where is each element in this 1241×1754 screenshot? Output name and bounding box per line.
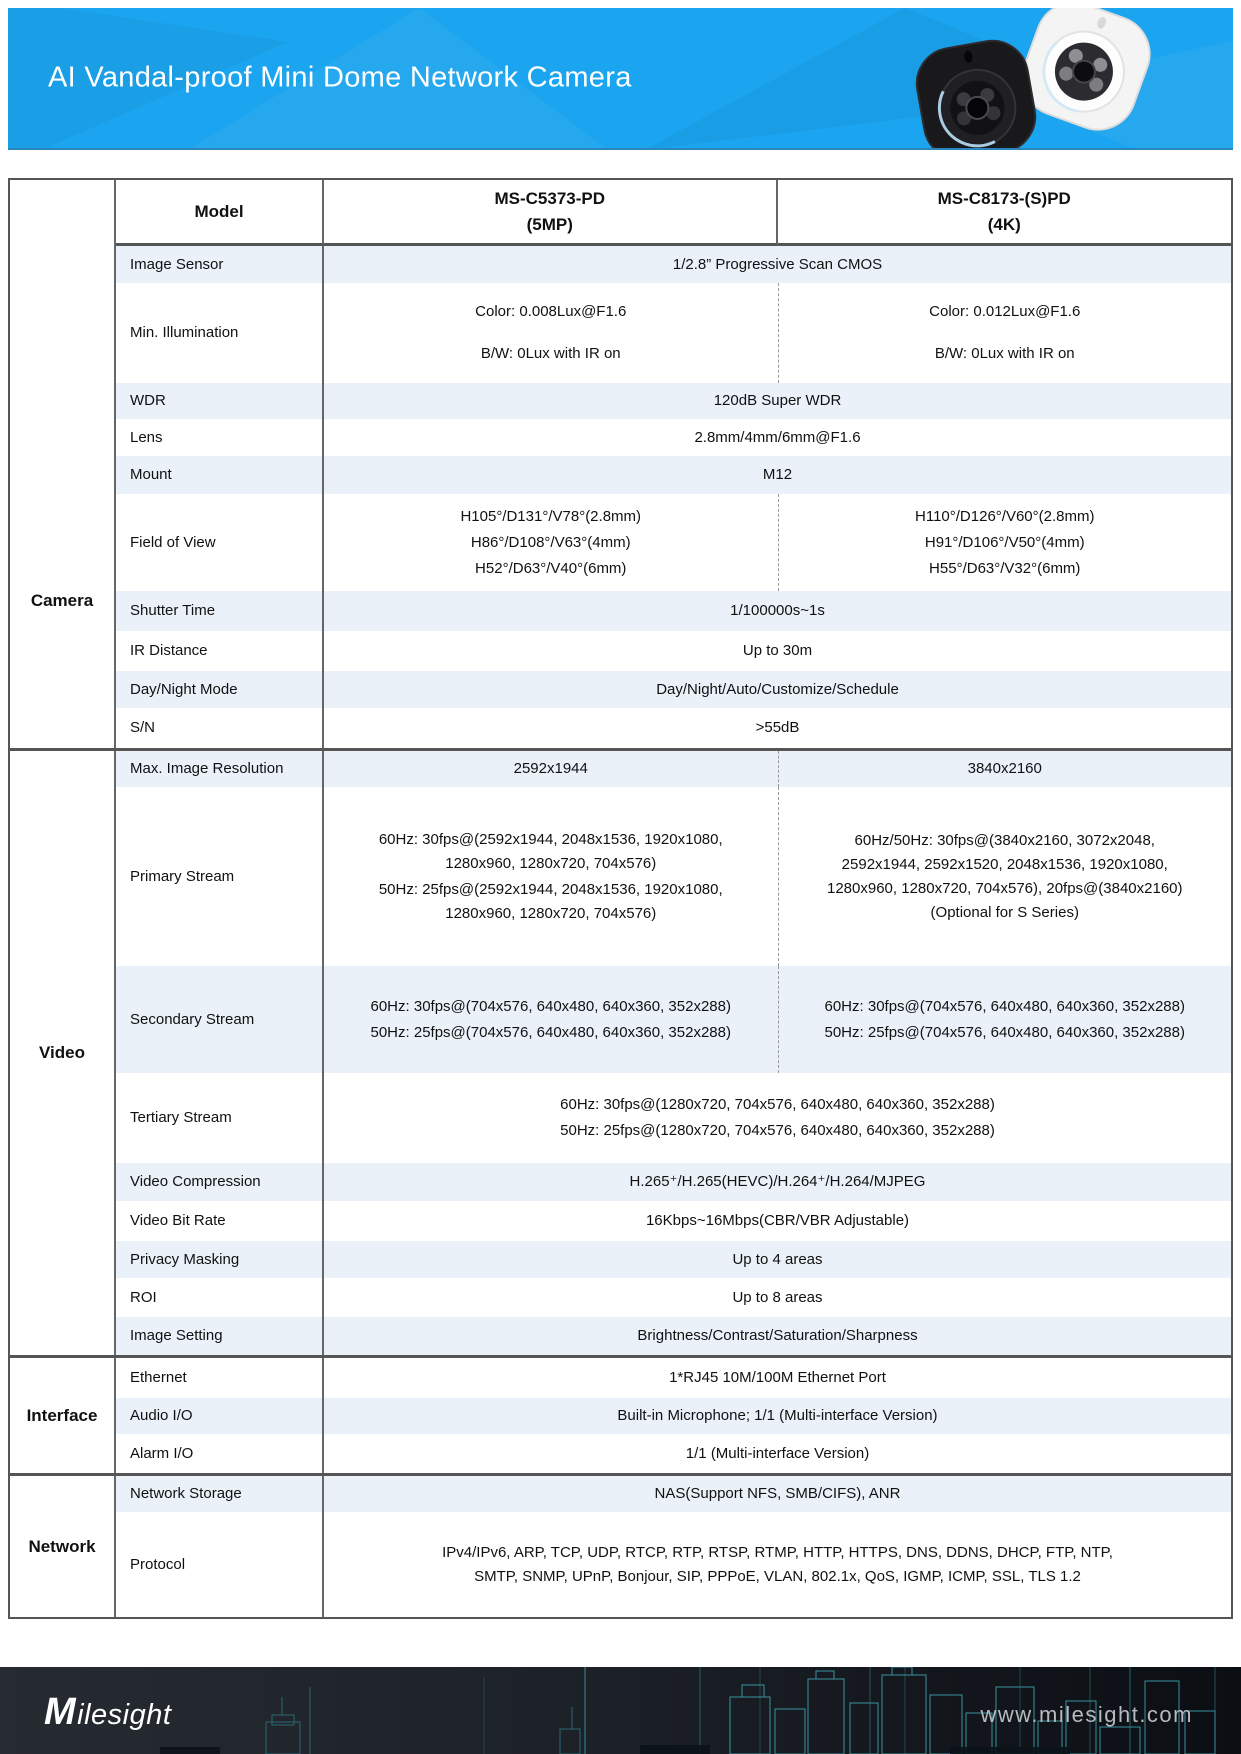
spec-value-area [324,1358,1231,1398]
spec-row [116,283,1231,383]
spec-attribute-label: Mount [116,456,324,494]
spec-value-area [324,1512,1231,1617]
footer-website: www.milesight.com [980,1701,1193,1727]
spec-row [116,1241,1231,1278]
spec-value-line: 1/100000s~1s [730,602,825,619]
spec-value-line: H105°/D131°/V78°(2.8mm) [460,507,642,525]
spec-value-cell [324,1241,1231,1278]
spec-row [116,708,1231,748]
spec-value-cell [324,1073,1231,1163]
spec-value-cell [324,787,778,966]
spec-value-cell [324,631,1231,671]
model-variant: (5MP) [526,214,573,234]
spec-value-area [324,1398,1231,1434]
spec-value-area [324,283,1231,383]
spec-value-line: M12 [762,466,793,483]
spec-attribute-label: Privacy Masking [116,1241,324,1278]
spec-value-line: Up to 30m [742,642,813,659]
spec-value-cell [324,494,778,591]
spec-value-line: 60Hz: 30fps@(2592x1944, 2048x1536, 1920x1080, 1280x960, 1280x720, 704x576) [378,830,723,872]
spec-value-area [324,671,1231,708]
spec-value-cell [324,419,1231,456]
model-column-header: Model [116,180,324,246]
section-network [10,1473,1231,1617]
spec-row [116,1358,1231,1398]
spec-value-area [324,1434,1231,1473]
section-label-video: Video [10,751,116,1355]
spec-value-cell [324,1512,1231,1617]
spec-value-line: 1*RJ45 10M/100M Ethernet Port [669,1369,886,1386]
spec-attribute-label: IR Distance [116,631,324,671]
spec-attribute-label: Day/Night Mode [116,671,324,708]
spec-value-line: 50Hz: 25fps@(704x576, 640x480, 640x360, 352x288) [370,1023,731,1041]
spec-value-line: 60Hz: 30fps@(704x576, 640x480, 640x360, 352x288) [370,997,731,1015]
spec-value-line: 2.8mm/4mm/6mm@F1.6 [694,428,861,446]
spec-value-cell [324,383,1231,419]
spec-row [116,1398,1231,1434]
spec-value-cell [324,1434,1231,1473]
spec-value-area [324,751,1231,787]
spec-attribute-label: Image Setting [116,1317,324,1355]
spec-value-line: 1/2.8” Progressive Scan CMOS [672,255,883,273]
spec-value-line: 50Hz: 25fps@(704x576, 640x480, 640x360, 352x288) [824,1023,1185,1041]
spec-value-line: >55dB [755,719,800,736]
spec-value-line: 50Hz: 25fps@(1280x720, 704x576, 640x480, 640x360, 352x288) [560,1122,995,1139]
spec-row [116,1317,1231,1355]
spec-value-area [324,1278,1231,1317]
section-rows [116,246,1231,748]
spec-value-line: 1/1 (Multi-interface Version) [685,1444,870,1462]
milesight-logo-text: ilesight [77,1698,172,1731]
spec-value-area [324,456,1231,494]
spec-value-cell [778,283,1232,383]
spec-value-line: 16Kbps~16Mbps(CBR/VBR Adjustable) [645,1212,910,1229]
spec-row [116,1476,1231,1512]
spec-attribute-label: Lens [116,419,324,456]
spec-value-area [324,966,1231,1073]
spec-value-area [324,1476,1231,1512]
spec-table [8,178,1233,1619]
spec-value-line: Built-in Microphone; 1/1 (Multi-interface Version) [617,1407,938,1424]
spec-value-line: IPv4/IPv6, ARP, TCP, UDP, RTCP, RTP, RTSP, RTMP, HTTP, HTTPS, DNS, DDNS, DHCP, FTP, NTP, SMTP, SNMP, UPnP, Bonjour, SIP, PPPoE, VLAN, 802.1x, QoS, IGMP, ICMP, SSL, TLS 1.2 [442,1543,1113,1585]
spec-attribute-label: Video Compression [116,1163,324,1201]
spec-value-area [324,787,1231,966]
spec-attribute-label: Shutter Time [116,591,324,631]
spec-value-cell [778,494,1232,591]
spec-value-cell [778,787,1232,966]
spec-value-line: Day/Night/Auto/Customize/Schedule [656,680,899,698]
spec-row [116,246,1231,283]
spec-value-cell [324,751,778,787]
section-label-camera: Camera [10,246,116,748]
spec-value-line: 50Hz: 25fps@(2592x1944, 2048x1536, 1920x1080, 1280x960, 1280x720, 704x576) [378,880,723,922]
spec-row [116,751,1231,787]
spec-value-cell [324,591,1231,631]
spec-value-area [324,591,1231,631]
spec-value-line: NAS(Support NFS, SMB/CIFS), ANR [654,1485,901,1502]
spec-attribute-label: Max. Image Resolution [116,751,324,787]
spec-value-line: 60Hz/50Hz: 30fps@(3840x2160, 3072x2048, 2592x1944, 2592x1520, 2048x1536, 1920x1080, 1280x960, 1280x720, 704x576), 20fps@(3840x2160)(Optional for S Series) [827,831,1183,921]
section-rows [116,751,1231,1355]
page-title: AI Vandal-proof Mini Dome Network Camera [48,61,632,94]
model-variant: (4K) [987,214,1021,234]
spec-value-cell [324,1317,1231,1355]
spec-value-line: H86°/D108°/V63°(4mm) [470,533,631,551]
spec-row [116,1073,1231,1163]
table-corner-cell [10,180,116,246]
spec-value-line: H91°/D106°/V50°(4mm) [924,533,1085,551]
spec-attribute-label: Network Storage [116,1476,324,1512]
spec-value-line: 3840x2160 [967,760,1042,777]
section-interface [10,1355,1231,1473]
spec-attribute-label: Alarm I/O [116,1434,324,1473]
spec-value-area [324,1201,1231,1241]
spec-row [116,1201,1231,1241]
spec-value-line: Up to 4 areas [732,1250,823,1268]
spec-row [116,631,1231,671]
section-camera [10,246,1231,748]
spec-value-cell [324,246,1231,283]
spec-row [116,787,1231,966]
spec-table-body [10,246,1231,1617]
spec-value-area [324,631,1231,671]
spec-value-line: 60Hz: 30fps@(1280x720, 704x576, 640x480, 640x360, 352x288) [560,1096,995,1113]
model-name: MS-C5373-PD [494,189,606,208]
spec-row [116,1434,1231,1473]
spec-row [116,591,1231,631]
milesight-logo [44,1691,171,1734]
spec-value-area [324,1317,1231,1355]
spec-row [116,419,1231,456]
spec-value-cell [324,1358,1231,1398]
spec-value-area [324,383,1231,419]
spec-row [116,966,1231,1073]
camera-product-image [858,8,1178,150]
spec-row [116,383,1231,419]
spec-attribute-label: Tertiary Stream [116,1073,324,1163]
section-label-interface: Interface [10,1358,116,1473]
section-rows [116,1358,1231,1473]
spec-attribute-label: WDR [116,383,324,419]
model-name: MS-C8173-(S)PD [937,189,1071,208]
footer [0,1667,1241,1754]
spec-row [116,671,1231,708]
spec-value-cell [324,708,1231,748]
spec-attribute-label: Ethernet [116,1358,324,1398]
spec-attribute-label: Video Bit Rate [116,1201,324,1241]
spec-value-area [324,1241,1231,1278]
spec-value-cell [778,751,1232,787]
table-header-row [10,180,1231,246]
milesight-logo-m: M [44,1690,77,1733]
spec-attribute-label: Primary Stream [116,787,324,966]
spec-attribute-label: Min. Illumination [116,283,324,383]
spec-value-line: Up to 8 areas [732,1288,823,1306]
spec-attribute-label: Audio I/O [116,1398,324,1434]
section-label-network: Network [10,1476,116,1617]
spec-value-line: Color: 0.012Lux@F1.6 [929,303,1081,320]
section-rows [116,1476,1231,1617]
spec-value-area [324,246,1231,283]
spec-value-cell [324,1476,1231,1512]
spec-row [116,1278,1231,1317]
spec-value-line: 120dB Super WDR [713,392,842,409]
spec-value-cell [778,966,1232,1073]
spec-value-cell [324,1398,1231,1434]
model-header-ms-c5373 [324,180,778,246]
spec-value-line: H110°/D126°/V60°(2.8mm) [915,507,1095,525]
spec-row [116,456,1231,494]
spec-value-cell [324,283,778,383]
spec-value-area [324,494,1231,591]
spec-row [116,1512,1231,1617]
spec-value-line: B/W: 0Lux with IR on [480,345,621,362]
spec-value-cell [324,1163,1231,1201]
spec-value-line: 60Hz: 30fps@(704x576, 640x480, 640x360, 352x288) [824,997,1185,1015]
spec-value-cell [324,1201,1231,1241]
spec-value-line: H52°/D63°/V40°(6mm) [475,559,627,577]
spec-value-area [324,708,1231,748]
spec-row [116,1163,1231,1201]
spec-attribute-label: Protocol [116,1512,324,1617]
spec-attribute-label: Image Sensor [116,246,324,283]
spec-value-cell [324,671,1231,708]
spec-attribute-label: Secondary Stream [116,966,324,1073]
model-header-ms-c8173 [778,180,1232,246]
spec-value-cell [324,966,778,1073]
spec-value-line: 2592x1944 [513,760,588,777]
spec-row [116,494,1231,591]
spec-value-line: B/W: 0Lux with IR on [934,345,1075,362]
spec-attribute-label: Field of View [116,494,324,591]
spec-attribute-label: S/N [116,708,324,748]
spec-value-area [324,1073,1231,1163]
spec-value-line: H.265⁺/H.265(HEVC)/H.264⁺/H.264/MJPEG [629,1173,926,1190]
section-video [10,748,1231,1355]
spec-attribute-label: ROI [116,1278,324,1317]
spec-value-line: H55°/D63°/V32°(6mm) [929,559,1081,577]
spec-value-cell [324,1278,1231,1317]
spec-value-line: Color: 0.008Lux@F1.6 [475,303,627,320]
spec-value-cell [324,456,1231,494]
spec-value-line: Brightness/Contrast/Saturation/Sharpness [637,1327,918,1344]
spec-value-area [324,419,1231,456]
banner [8,8,1233,150]
spec-value-area [324,1163,1231,1201]
